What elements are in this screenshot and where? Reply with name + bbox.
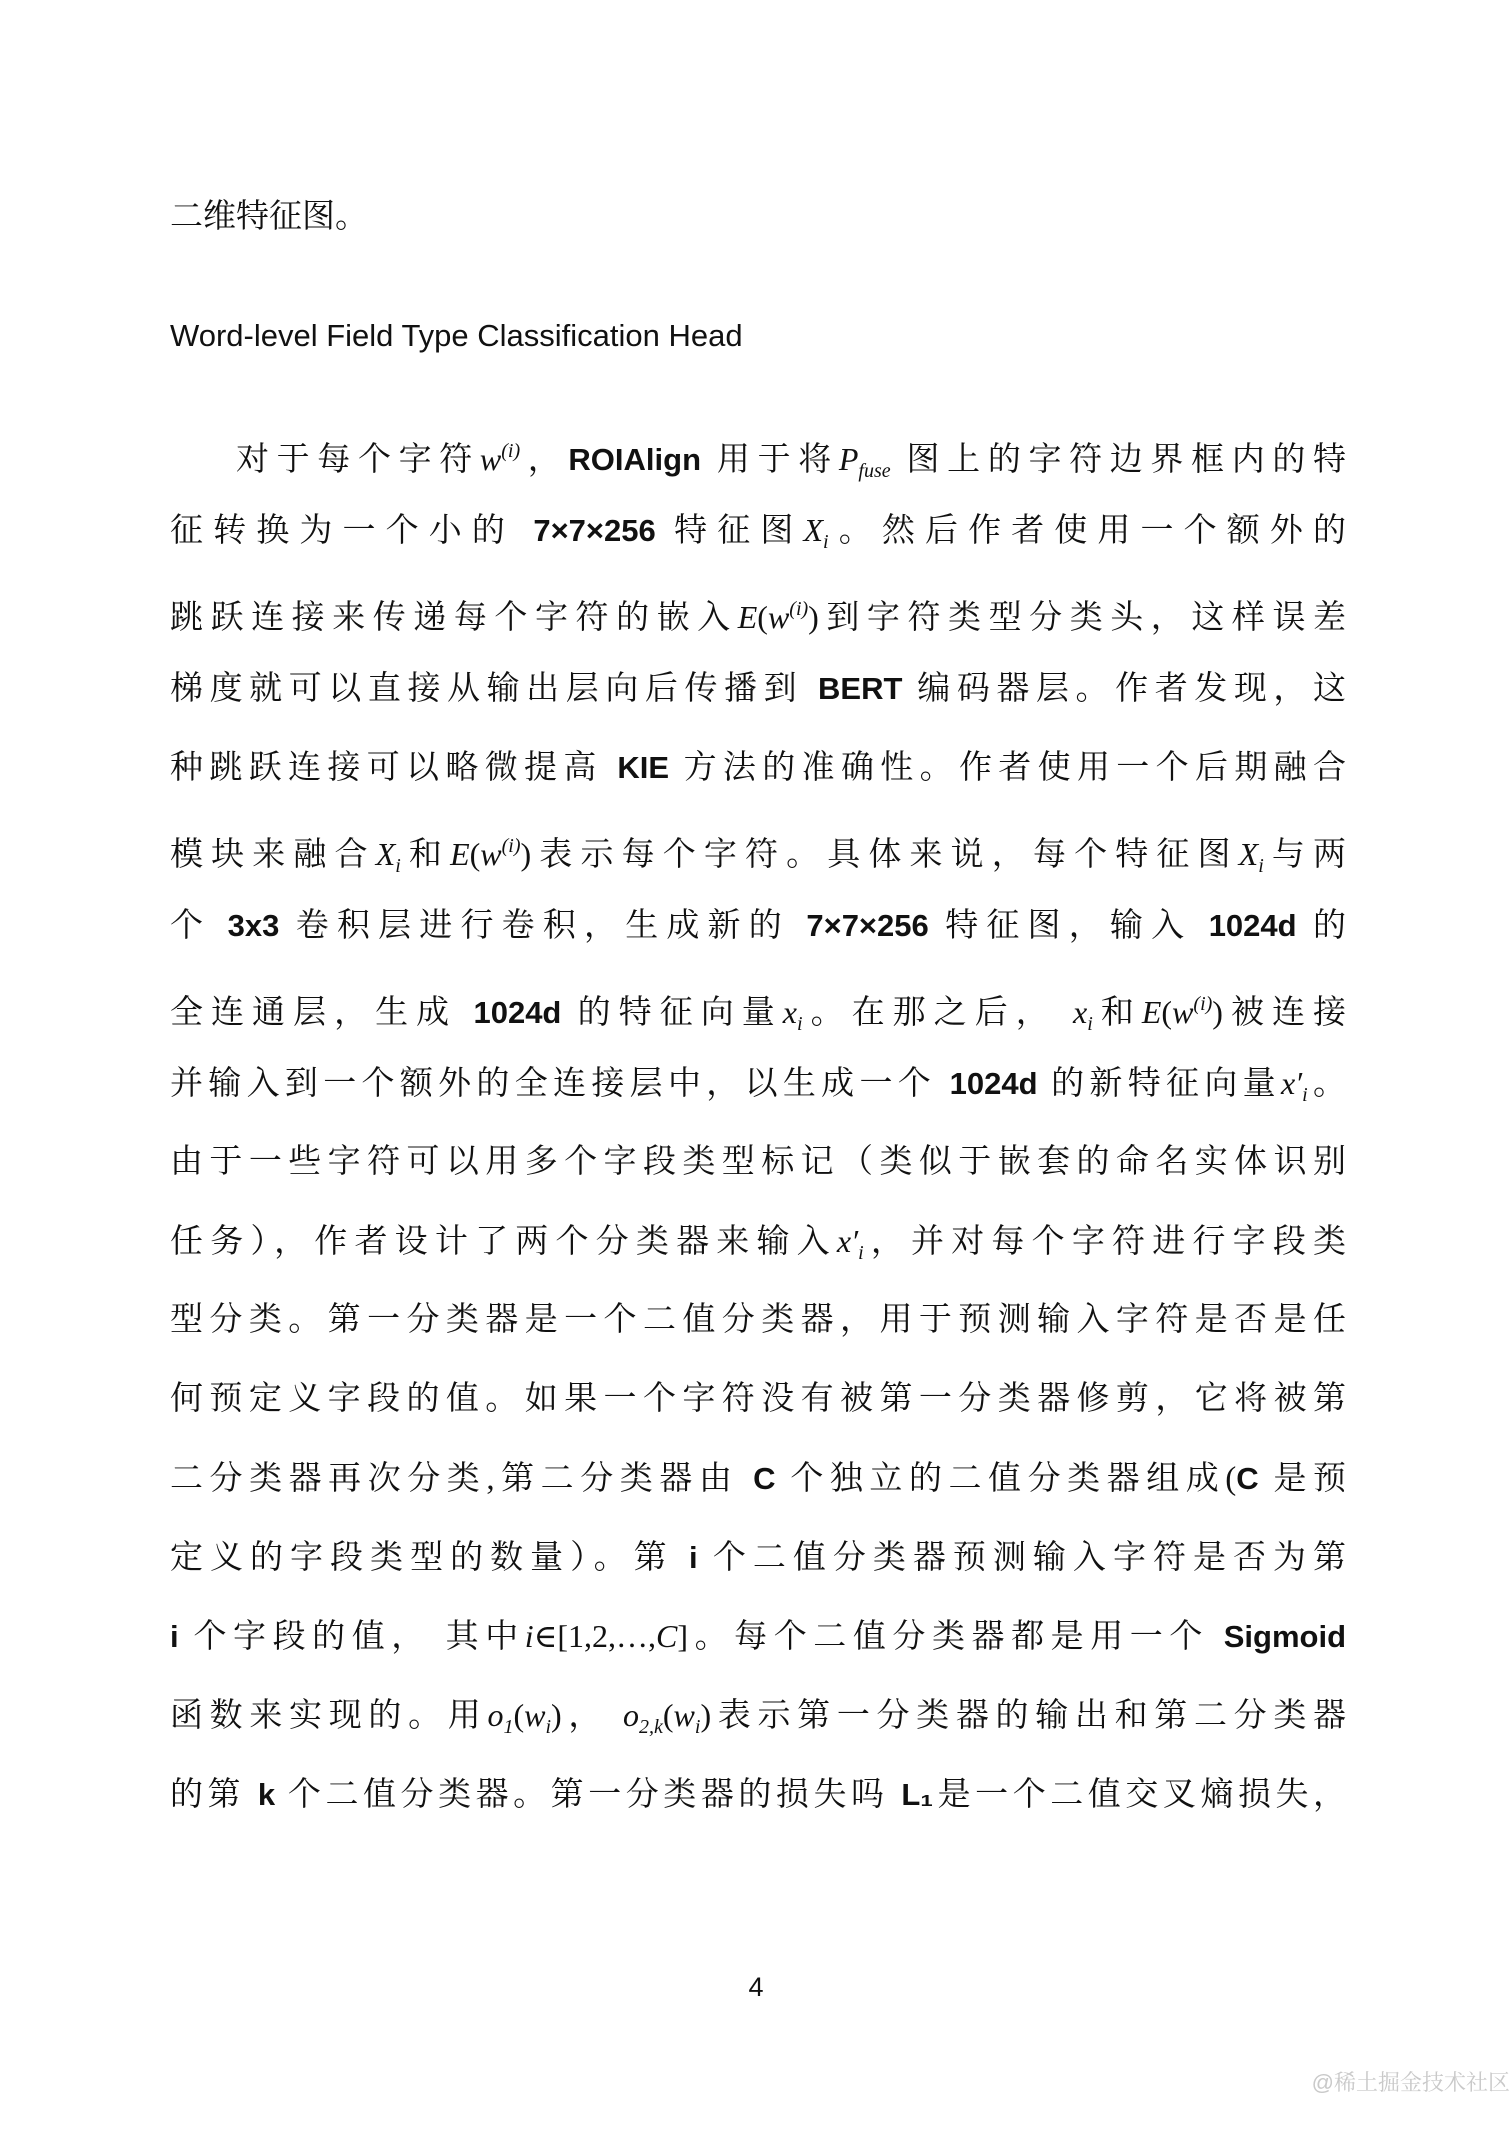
text-segment: 1 [503, 1716, 514, 1738]
text-segment: x [782, 994, 797, 1030]
text-segment: 跳跃连接来传递每个字符的嵌入 [170, 600, 738, 636]
text-segment: 的特征向量 [561, 995, 783, 1031]
text-segment: o [487, 1697, 504, 1733]
intro-line: 二维特征图。 [170, 199, 368, 235]
text-segment: (i) [789, 598, 809, 620]
page-number: 4 [748, 1972, 764, 2002]
text-segment: w [479, 441, 502, 477]
text-segment: 个 [170, 908, 228, 944]
text-segment: i [858, 1242, 864, 1264]
text-segment: ) [808, 599, 819, 635]
text-segment: ) [1212, 994, 1223, 1030]
text-segment: x [1073, 994, 1088, 1030]
text-segment: 全连通层，生成 [170, 995, 474, 1031]
text-segment: 与两 [1263, 837, 1347, 873]
text-segment: C [656, 1618, 678, 1654]
text-segment: i [823, 531, 829, 553]
text-segment: 表示第一分类器的输出和第二分类器 [711, 1698, 1347, 1734]
text-segment: 。每个二值分类器都是用一个 [688, 1619, 1224, 1655]
text-segment: 的新特征向量 [1037, 1066, 1281, 1102]
text-segment: 编码器层。作者发现，这 [902, 671, 1347, 707]
text-segment: 2,k [638, 1716, 663, 1738]
text-segment: ， [561, 1698, 623, 1734]
paragraph-line [170, 886, 1346, 965]
paragraph-line [170, 491, 1346, 570]
paragraph-line [170, 1281, 1346, 1360]
text-segment: 。在那之后， [802, 995, 1074, 1031]
text-segment: ( [1161, 994, 1173, 1030]
text-segment: ( [662, 1697, 674, 1733]
text-segment: o [622, 1697, 639, 1733]
text-segment: 模块来融合 [170, 837, 376, 873]
text-segment: 到字符类型分类头，这样误差 [818, 600, 1347, 636]
paragraph-line [170, 1755, 1346, 1834]
text-segment: X [375, 836, 396, 872]
text-segment: 用于将 [701, 442, 839, 478]
text-segment: E [1141, 994, 1162, 1030]
text-segment: 被连接 [1222, 995, 1347, 1031]
text-segment: (i) [501, 440, 521, 462]
text-segment: 。 [1307, 1066, 1347, 1102]
text-segment: BERT [818, 671, 903, 706]
text-segment: i [1087, 1013, 1093, 1035]
text-segment: 特征图，输入 [928, 908, 1209, 944]
text-segment: ，并对每个字符进行字段类 [863, 1224, 1347, 1260]
text-segment: i [395, 855, 401, 877]
text-segment: E [737, 599, 758, 635]
text-segment: 任务），作者设计了两个分类器来输入 [170, 1224, 837, 1260]
text-segment: 7×7×256 [806, 908, 929, 943]
text-segment: i [170, 1619, 179, 1654]
text-segment: 并输入到一个额外的全连接层中，以生成一个 [170, 1066, 950, 1102]
text-segment: 二分类器再次分类,第二分类器由 [170, 1461, 754, 1497]
text-segment: C [753, 1461, 776, 1496]
text-segment: 3x3 [227, 908, 280, 943]
text-segment: ) [520, 836, 532, 872]
text-segment: C [1236, 1461, 1259, 1496]
text-segment: 表示每个字符。具体来说，每个特征图 [531, 837, 1239, 873]
paragraph-line [170, 1676, 1346, 1755]
text-segment: w [673, 1697, 695, 1733]
text-segment: w [1172, 994, 1194, 1030]
text-segment: 7×7×256 [533, 513, 656, 548]
paragraph-line [170, 965, 1346, 1044]
text-segment: 。然后作者使用一个额外的 [828, 513, 1347, 549]
paragraph-line [170, 1360, 1346, 1439]
paragraph-line [170, 1439, 1346, 1518]
text-segment: X [803, 512, 824, 548]
paragraph-line [170, 1597, 1346, 1676]
text-segment: (i) [1193, 993, 1213, 1015]
paragraph-line [170, 570, 1346, 649]
paragraph-line [170, 649, 1346, 728]
text-segment: i [694, 1716, 701, 1738]
text-segment: (i) [501, 835, 521, 857]
text-segment: i [545, 1716, 552, 1738]
text-segment: X [1238, 836, 1259, 872]
watermark: @稀土掘金技术社区 [1311, 2070, 1510, 2095]
text-segment: i [1258, 855, 1264, 877]
text-segment: P [838, 441, 859, 477]
text-segment: i [797, 1013, 803, 1035]
text-segment: 卷积层进行卷积，生成新的 [279, 908, 807, 944]
text-segment: 方法的准确性。作者使用一个后期融合 [669, 750, 1347, 786]
paragraph [170, 412, 1346, 1834]
text-segment: ) [700, 1697, 712, 1733]
paragraph-line [170, 412, 1346, 491]
paragraph-line [170, 1518, 1346, 1597]
text-segment: i [688, 1540, 698, 1575]
text-segment: ROIAlign [568, 442, 702, 477]
text-segment: 1024d [949, 1066, 1038, 1101]
text-segment: i [524, 1618, 534, 1654]
text-segment: 个独立的二值分类器组成( [775, 1461, 1237, 1497]
text-segment: ， [520, 442, 569, 478]
text-segment: w [767, 599, 790, 635]
text-segment: 个二值分类器预测输入字符是否为第 [697, 1540, 1347, 1576]
text-segment: 个二值分类器。第一分类器的损失吗 [275, 1777, 902, 1813]
paragraph-line [170, 1202, 1346, 1281]
text-segment: 种跳跃连接可以略微提高 [170, 750, 618, 786]
text-segment: 特征图 [655, 513, 804, 549]
text-segment: 何预定义字段的值。如果一个字符没有被第一分类器修剪，它将被第 [170, 1381, 1346, 1417]
paragraph-line [170, 807, 1346, 886]
text-segment: ( [513, 1697, 525, 1733]
text-segment: 征转换为一个小的 [170, 513, 534, 549]
text-segment: k [257, 1777, 276, 1812]
section-heading: Word-level Field Type Classification Head [170, 318, 743, 353]
text-segment: ∈[1,2,…, [533, 1618, 657, 1654]
text-segment: 型分类。第一分类器是一个二值分类器，用于预测输入字符是否是任 [170, 1302, 1346, 1338]
text-segment: 图上的字符边界框内的特 [890, 442, 1347, 478]
text-segment: 的 [1296, 908, 1347, 944]
text-segment: 1024d [473, 995, 562, 1030]
text-segment: 函数来实现的。用 [170, 1698, 488, 1734]
text-segment: fuse [858, 460, 891, 482]
text-segment: ) [551, 1697, 562, 1733]
text-segment: KIE [617, 750, 669, 785]
text-segment: 是一个二值交叉熵损失， [933, 1777, 1347, 1813]
text-segment: x′ [836, 1223, 859, 1259]
paragraph-line [170, 728, 1346, 807]
text-segment: 个字段的值， 其中 [178, 1619, 525, 1655]
text-segment: 和 [1092, 995, 1142, 1031]
text-segment: 和 [400, 837, 451, 873]
text-segment: 对于每个字符 [236, 442, 480, 478]
paragraph-line [170, 1044, 1346, 1123]
text-segment: i [1302, 1084, 1308, 1106]
text-segment: 梯度就可以直接从输出层向后传播到 [170, 671, 819, 707]
text-segment: 定义的字段类型的数量）。第 [170, 1540, 689, 1576]
text-segment: 是预 [1258, 1461, 1347, 1497]
text-segment: 由于一些字符可以用多个字段类型标记（类似于嵌套的命名实体识别 [170, 1144, 1346, 1180]
text-segment: w [480, 836, 502, 872]
paragraph-line [170, 1123, 1346, 1202]
text-segment: E [450, 836, 470, 872]
text-segment: 1024d [1208, 908, 1297, 943]
text-segment: 的第 [170, 1777, 258, 1813]
text-segment: Sigmoid [1223, 1619, 1347, 1654]
text-segment: x′ [1280, 1065, 1303, 1101]
text-segment: w [524, 1697, 546, 1733]
text-segment: L₁ [901, 1777, 934, 1812]
text-segment: ( [757, 599, 768, 635]
text-segment: ] [677, 1618, 689, 1654]
text-segment: ( [469, 836, 481, 872]
